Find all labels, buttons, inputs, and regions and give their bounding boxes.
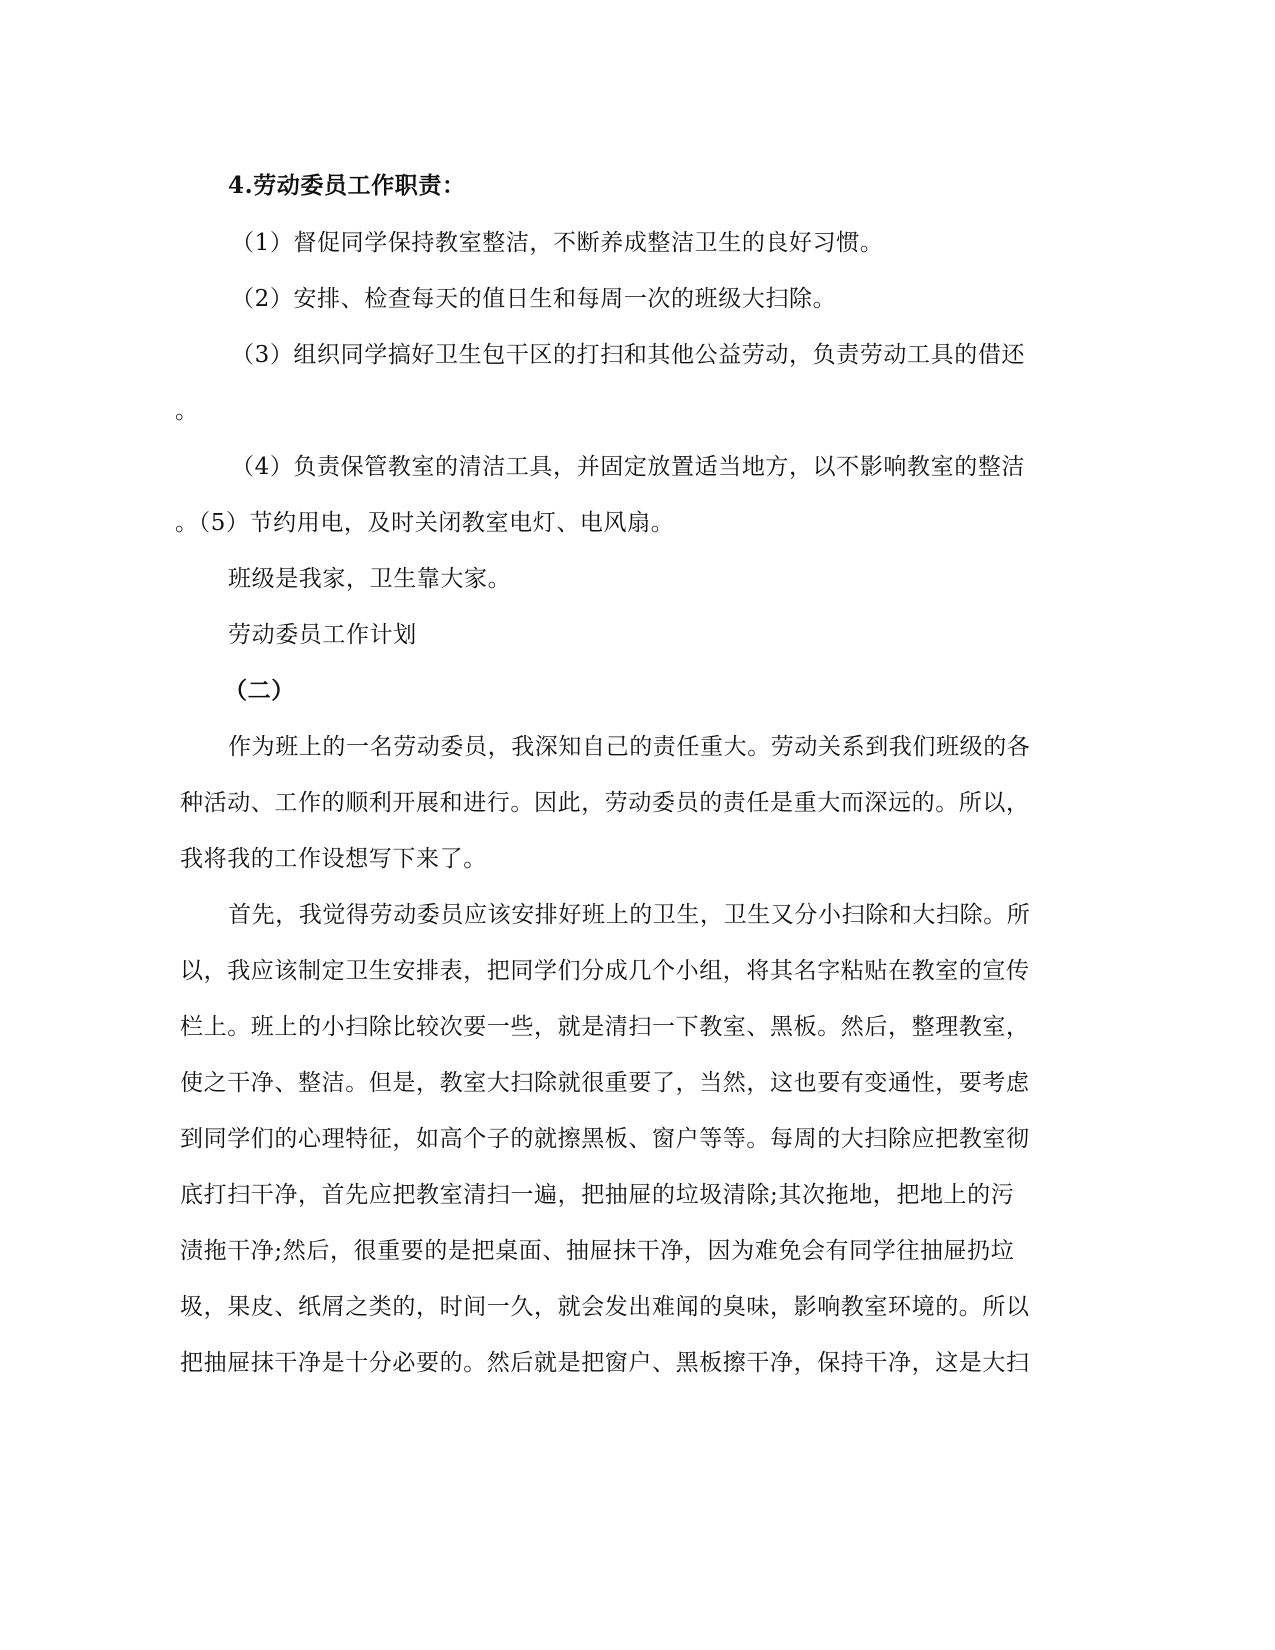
paragraph-1-line-3: 我将我的工作设想写下来了。 bbox=[180, 846, 487, 872]
duty-item-1: （1）督促同学保持教室整洁，不断养成整洁卫生的良好习惯。 bbox=[231, 230, 884, 256]
section-heading: 4.劳动委员工作职责： bbox=[228, 172, 466, 199]
duty-item-4-line-2: 。（5）节约用电，及时关闭教室电灯、电风扇。 bbox=[175, 510, 675, 536]
duty-item-2: （2）安排、检查每天的值日生和每周一次的班级大扫除。 bbox=[231, 286, 837, 312]
paragraph-2-line-6: 底打扫干净，首先应把教室清扫一遍，把抽屉的垃圾清除;其次拖地，把地上的污 bbox=[180, 1182, 1015, 1208]
paragraph-2-line-3: 栏上。班上的小扫除比较次要一些，就是清扫一下教室、黑板。然后，整理教室， bbox=[180, 1014, 1030, 1040]
paragraph-2-line-1: 首先，我觉得劳动委员应该安排好班上的卫生，卫生又分小扫除和大扫除。所 bbox=[228, 902, 1031, 928]
paragraph-2-line-4: 使之干净、整洁。但是，教室大扫除就很重要了，当然，这也要有变通性，要考虑 bbox=[180, 1070, 1030, 1096]
plan-title: 劳动委员工作计划 bbox=[228, 622, 417, 648]
paragraph-2-line-7: 渍拖干净;然后，很重要的是把桌面、抽屉抹干净，因为难免会有同学往抽屉扔垃 bbox=[180, 1238, 1015, 1264]
paragraph-1-line-2: 种活动、工作的顺利开展和进行。因此，劳动委员的责任是重大而深远的。所以， bbox=[180, 790, 1030, 816]
plan-number: （二） bbox=[224, 677, 295, 704]
paragraph-2-line-9: 把抽屉抹干净是十分必要的。然后就是把窗户、黑板擦干净，保持干净，这是大扫 bbox=[180, 1350, 1030, 1376]
duty-item-3-line-1: （3）组织同学搞好卫生包干区的打扫和其他公益劳动，负责劳动工具的借还 bbox=[231, 342, 1026, 368]
duty-item-4-line-1: （4）负责保管教室的清洁工具，并固定放置适当地方，以不影响教室的整洁 bbox=[231, 454, 1026, 480]
paragraph-2-line-8: 圾，果皮、纸屑之类的，时间一久，就会发出难闻的臭味，影响教室环境的。所以 bbox=[180, 1294, 1030, 1320]
slogan-text: 班级是我家，卫生靠大家。 bbox=[228, 566, 512, 592]
paragraph-2-line-5: 到同学们的心理特征，如高个子的就擦黑板、窗户等等。每周的大扫除应把教室彻 bbox=[180, 1126, 1030, 1152]
paragraph-2-line-2: 以，我应该制定卫生安排表，把同学们分成几个小组，将其名字粘贴在教室的宣传 bbox=[180, 958, 1030, 984]
paragraph-1-line-1: 作为班上的一名劳动委员，我深知自己的责任重大。劳动关系到我们班级的各 bbox=[228, 734, 1031, 760]
duty-item-3-line-2: 。 bbox=[175, 398, 199, 424]
